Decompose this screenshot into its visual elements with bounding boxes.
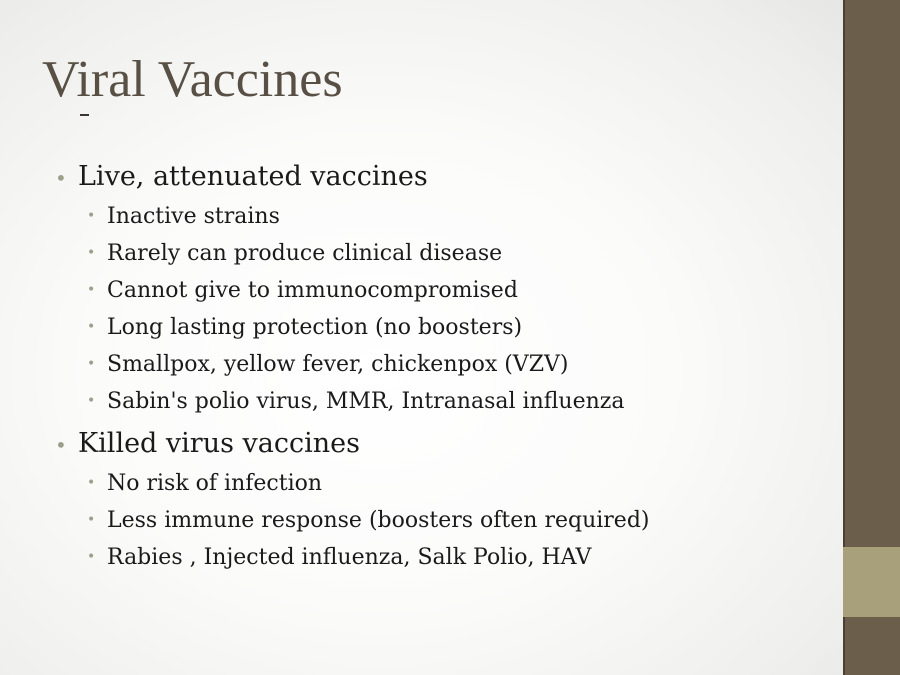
sidebar-accent-block — [843, 547, 900, 617]
section-heading-killed: Killed virus vaccines — [78, 428, 360, 459]
bullet-icon: • — [55, 166, 67, 190]
list-item: Rabies , Injected influenza, Salk Polio, HAV — [107, 545, 592, 570]
slide-title: Viral Vaccines — [42, 51, 343, 108]
bullet-icon: • — [87, 208, 96, 224]
list-item: Sabin's polio virus, MMR, Intranasal influenza — [107, 389, 625, 414]
section-heading-live: Live, attenuated vaccines — [78, 161, 428, 192]
list-item: Less immune response (boosters often required) — [107, 508, 650, 533]
list-item: Smallpox, yellow fever, chickenpox (VZV) — [107, 352, 569, 377]
list-item: Cannot give to immunocompromised — [107, 278, 518, 303]
bullet-icon: • — [87, 282, 96, 298]
list-item: Rarely can produce clinical disease — [107, 241, 503, 266]
bullet-icon: • — [87, 512, 96, 528]
bullet-icon: • — [87, 549, 96, 565]
bullet-icon: • — [87, 245, 96, 261]
bullet-icon: • — [87, 475, 96, 491]
list-item: Inactive strains — [107, 204, 280, 229]
list-item: Long lasting protection (no boosters) — [107, 315, 523, 340]
bullet-icon: • — [87, 356, 96, 372]
bullet-icon: • — [55, 433, 67, 457]
bullet-icon: • — [87, 393, 96, 409]
list-item: No risk of infection — [107, 471, 323, 496]
bullet-icon: • — [87, 319, 96, 335]
